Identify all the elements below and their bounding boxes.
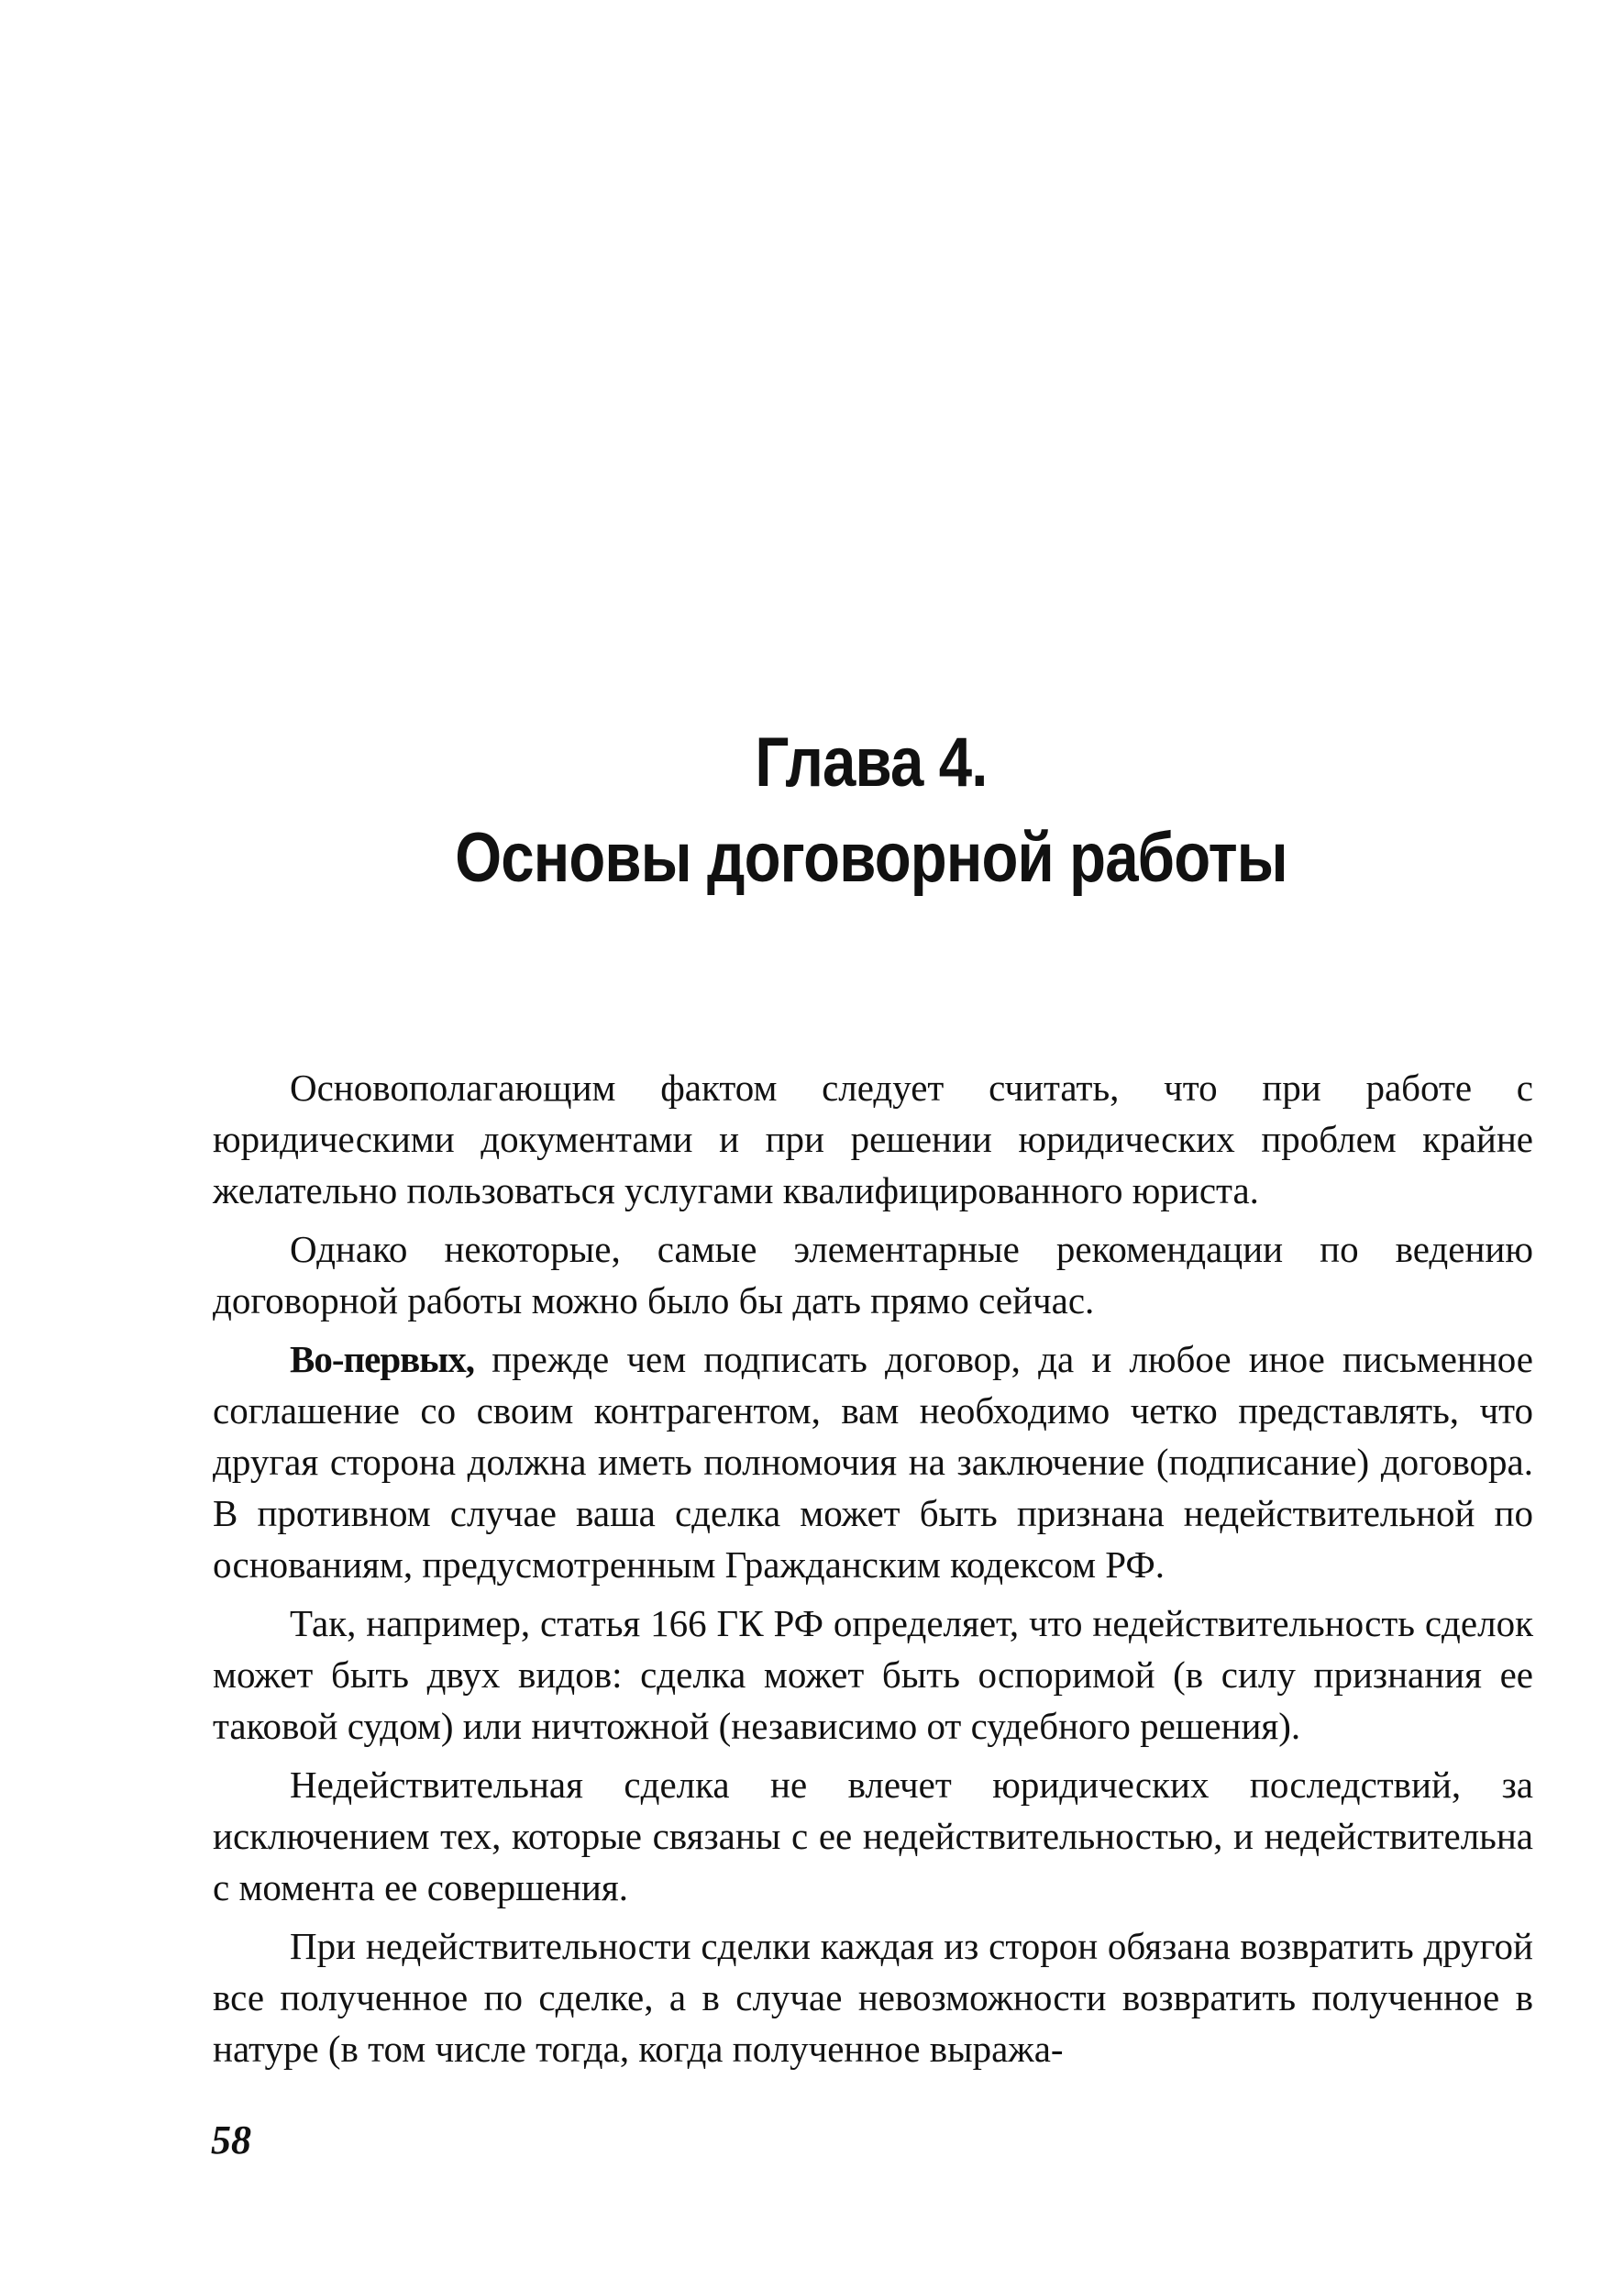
page-number: 58 [211, 2118, 251, 2162]
paragraph-4: Так, например, статья 166 ГК РФ определяет, что недействительность сделок может быть двух видов: сделка может быть оспоримой (в силу признания ее таковой судом) или ничтожной (независимо от судебного решения). [213, 1602, 1533, 1747]
paragraph-2: Однако некоторые, самые элементарные рекомендации по ведению договорной работы можно было бы дать прямо сейчас. [213, 1228, 1533, 1321]
chapter-label: Глава 4. [755, 724, 988, 802]
paragraph-1: Основополагающим фактом следует считать, что при работе с юридическими документами и при решении юридических проблем крайне желательно пользоваться услугами квалифицированного юриста. [213, 1067, 1533, 1211]
paragraph-5: Недействительная сделка не влечет юридических последствий, за исключением тех, которые связаны с ее недействительностью, и недействительна с момента ее совершения. [213, 1764, 1533, 1908]
paragraph-6: При недействительности сделки каждая из сторон обязана возвратить другой все полученное по сделке, а в случае невозможности возвратить полученное в натуре (в том числе тогда, когда полученное выража- [213, 1925, 1533, 2070]
chapter-title: Основы договорной работы [455, 819, 1287, 897]
paragraph-lead: Во-первых, [290, 1338, 475, 1380]
body-text [213, 1062, 1533, 2082]
chapter-heading [304, 715, 1439, 906]
paragraph-3: Во-первых, прежде чем подписать договор, да и любое иное письменное соглашение со своим контрагентом, вам необходимо четко представлять, что другая сторона должна иметь полномочия на заключение (подписание) договора. В противном случае ваша сделка может быть признана недействительной по основаниям, предусмотренным Гражданским кодексом РФ. [213, 1338, 1533, 1586]
